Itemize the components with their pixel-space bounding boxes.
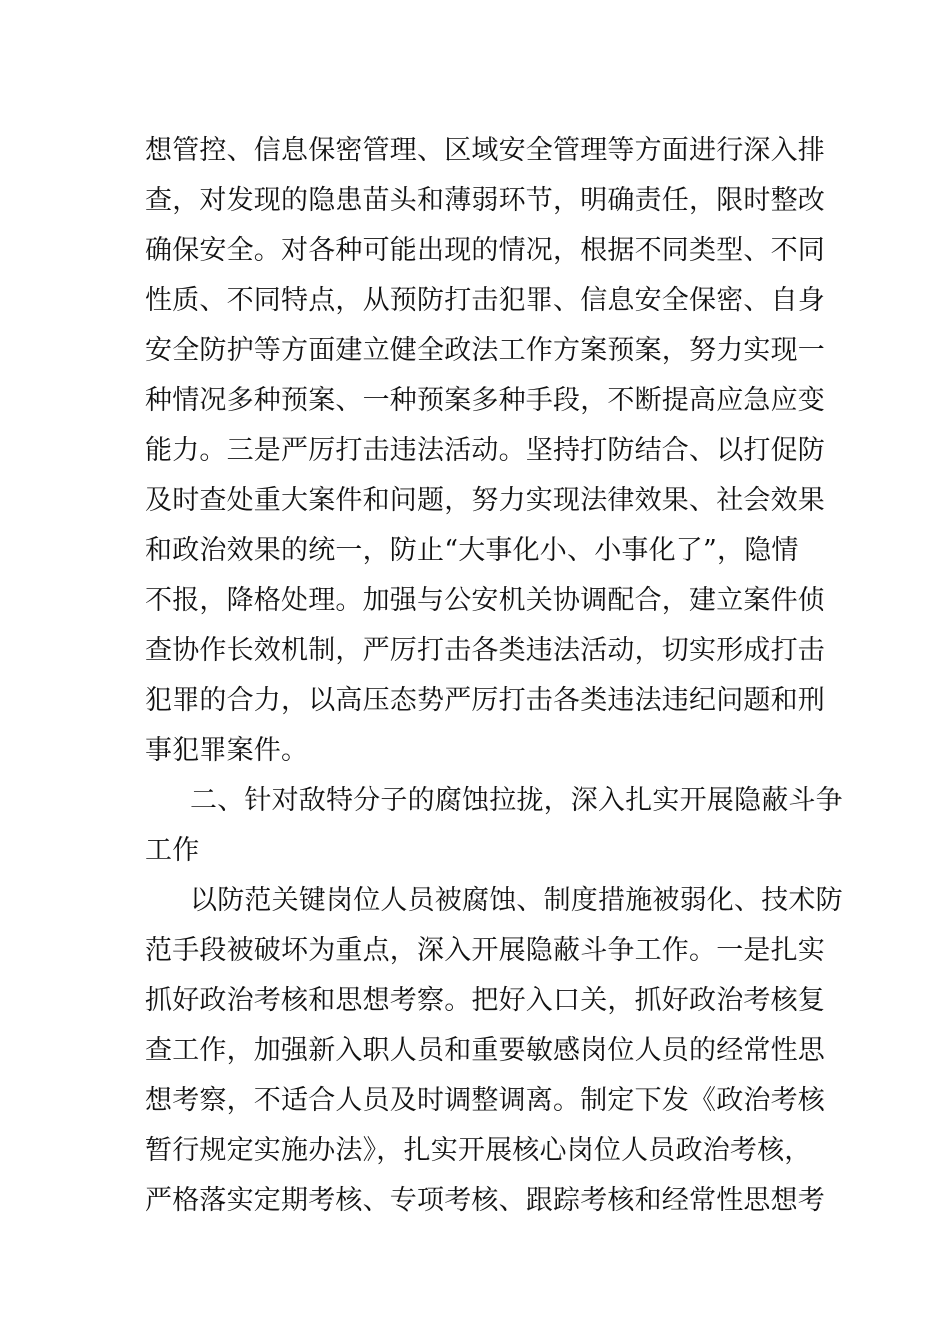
text-line: 查，对发现的隐患苗头和薄弱环节，明确责任，限时整改 [145, 185, 825, 216]
text-line: 不报，降格处理。加强与公安机关协调配合，建立案件侦 [145, 585, 825, 616]
text-line: 想考察，不适合人员及时调整调离。制定下发《政治考核 [145, 1085, 825, 1116]
section-heading: 二、针对敌特分子的腐蚀拉拢，深入扎实开展隐蔽斗争 [190, 785, 843, 816]
text-line: 抓好政治考核和思想考察。把好入口关，抓好政治考核复 [145, 985, 825, 1016]
text-line: 及时查处重大案件和问题，努力实现法律效果、社会效果 [145, 485, 825, 516]
section-heading-continued: 工作 [145, 835, 200, 866]
text-line: 想管控、信息保密管理、区域安全管理等方面进行深入排 [145, 135, 825, 166]
text-line: 犯罪的合力，以高压态势严厉打击各类违法违纪问题和刑 [145, 685, 825, 716]
text-line: 以防范关键岗位人员被腐蚀、制度措施被弱化、技术防 [190, 885, 843, 916]
text-line: 安全防护等方面建立健全政法工作方案预案，努力实现一 [145, 335, 825, 366]
text-line: 性质、不同特点，从预防打击犯罪、信息安全保密、自身 [145, 285, 825, 316]
text-line: 能力。三是严厉打击违法活动。坚持打防结合、以打促防 [145, 435, 825, 466]
text-line: 事犯罪案件。 [145, 735, 309, 766]
text-line: 查协作长效机制，严厉打击各类违法活动，切实形成打击 [145, 635, 825, 666]
text-line: 确保安全。对各种可能出现的情况，根据不同类型、不同 [145, 235, 825, 266]
text-line: 严格落实定期考核、专项考核、跟踪考核和经常性思想考 [145, 1185, 825, 1216]
text-line: 查工作，加强新入职人员和重要敏感岗位人员的经常性思 [145, 1035, 825, 1066]
text-line: 和政治效果的统一，防止“大事化小、小事化了”，隐情 [145, 535, 799, 566]
text-line: 暂行规定实施办法》，扎实开展核心岗位人员政治考核， [145, 1135, 812, 1166]
text-line: 范手段被破坏为重点，深入开展隐蔽斗争工作。一是扎实 [145, 935, 825, 966]
text-line: 种情况多种预案、一种预案多种手段，不断提高应急应变 [145, 385, 825, 416]
